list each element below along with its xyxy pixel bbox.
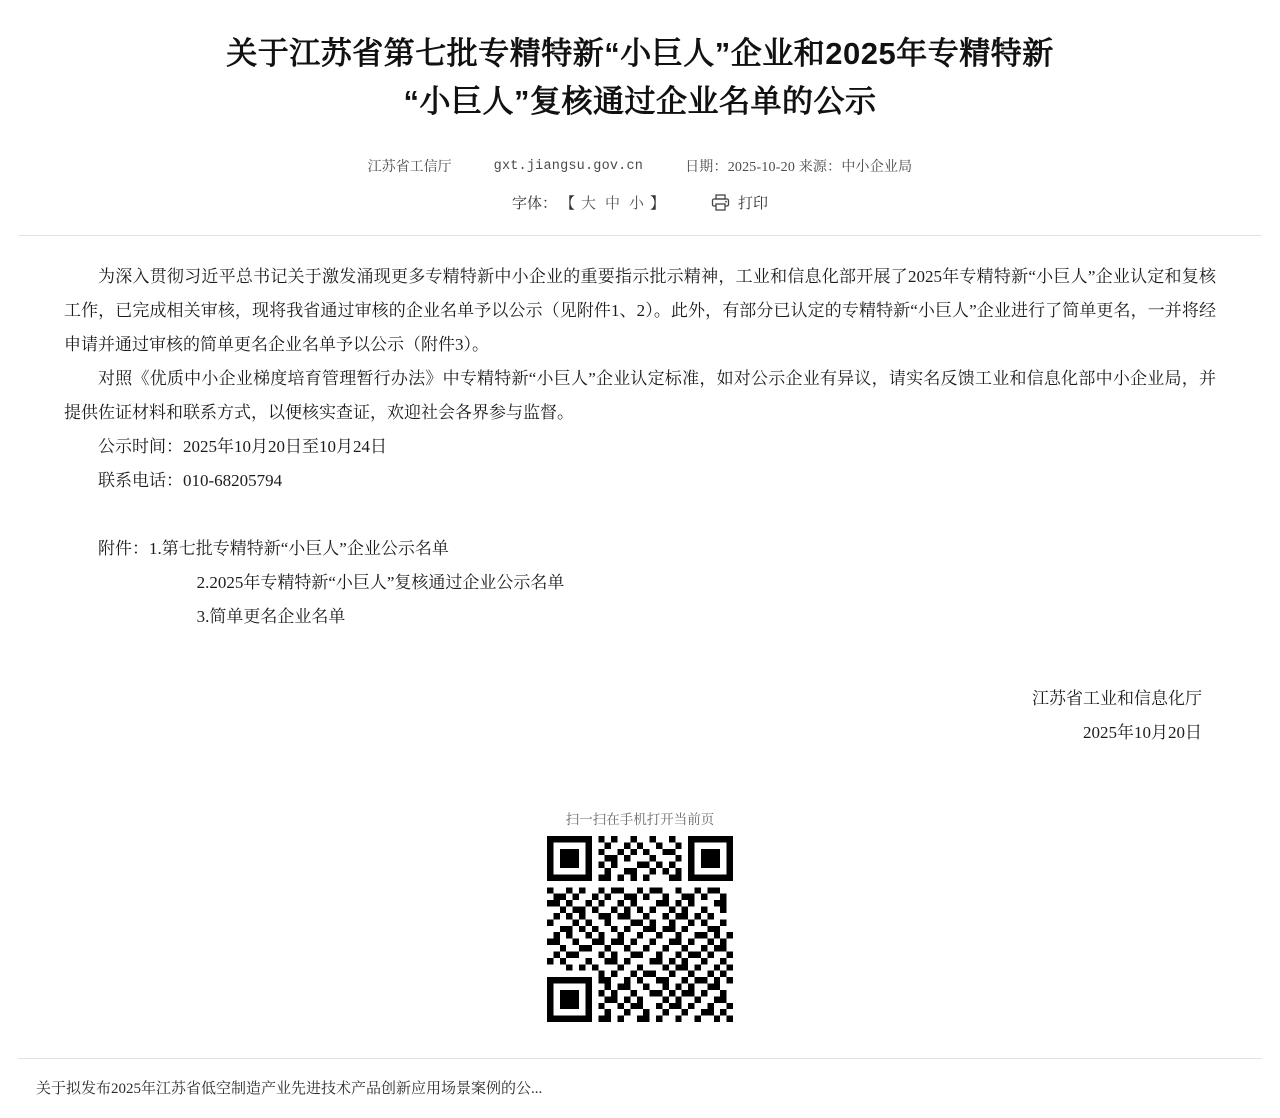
attachment-item-1[interactable]: 附件：1.第七批专精特新“小巨人”企业公示名单 xyxy=(98,539,449,559)
page-title-line-1: 关于江苏省第七批专精特新“小巨人”企业和2025年专精特新 xyxy=(226,36,1054,71)
font-size-small-button[interactable]: 小 xyxy=(629,195,645,213)
page-title xyxy=(18,0,1262,126)
qr-section xyxy=(18,808,1262,1022)
page-title-line-2: “小巨人”复核通过企业名单的公示 xyxy=(403,84,877,120)
attachment-item-3[interactable]: 3.简单更名企业名单 xyxy=(196,607,346,627)
attachment-item-2[interactable]: 2.2025年专精特新“小巨人”复核通过企业公示名单 xyxy=(196,573,565,593)
meta-source-url: gxt.jiangsu.gov.cn xyxy=(493,158,644,174)
attachments-list xyxy=(64,532,1216,634)
signature-date: 2025年10月20日 xyxy=(1083,723,1202,743)
body-paragraph-2: 对照《优质中小企业梯度培育管理暂行办法》中专精特新“小巨人”企业认定标准，如对公示企业有异议，请实名反馈工业和信息化部中小企业局，并提供佐证材料和联系方式，以便核实查证，欢迎社会各界参与监督。 xyxy=(64,369,1216,423)
article-meta xyxy=(18,156,1262,176)
signer-name: 江苏省工业和信息化厅 xyxy=(1032,689,1202,709)
bracket-right: 】 xyxy=(650,195,666,213)
print-label: 打印 xyxy=(738,195,769,213)
meta-source-site: 江苏省工信厅 xyxy=(367,160,452,176)
font-size-large-button[interactable]: 大 xyxy=(580,195,596,213)
font-size-label: 字体： xyxy=(511,195,557,213)
article-toolbar xyxy=(18,192,1262,213)
qr-code xyxy=(547,836,733,1022)
contact-phone: 联系电话：010-68205794 xyxy=(98,471,283,491)
body-paragraph-1: 为深入贯彻习近平总书记关于激发涌现更多专精特新中小企业的重要指示批示精神，工业和信息化部开展了2025年专精特新“小巨人”企业认定和复核工作，已完成相关审核，现将我省通过审核的企业名单予以公示（见附件1、2）。此外，有部分已认定的专精特新“小巨人”企业进行了简单更名，一并将经申请并通过审核的简单更名企业名单予以公示（附件3）。 xyxy=(64,267,1216,355)
print-button[interactable] xyxy=(711,192,768,213)
bracket-left: 【 xyxy=(559,195,575,213)
meta-date-source: 日期：2025-10-20 来源：中小企业局 xyxy=(685,160,913,176)
qr-caption: 扫一扫在手机打开当前页 xyxy=(565,812,715,828)
related-article-link[interactable]: 关于拟发布2025年江苏省低空制造产业先进技术产品创新应用场景案例的公... xyxy=(36,1081,543,1098)
font-size-medium-button[interactable]: 中 xyxy=(604,195,620,213)
publicity-time: 公示时间：2025年10月20日至10月24日 xyxy=(98,437,387,457)
printer-icon xyxy=(711,194,730,211)
signature-block xyxy=(64,682,1216,750)
font-size-control xyxy=(512,192,665,213)
article-body xyxy=(18,236,1262,750)
